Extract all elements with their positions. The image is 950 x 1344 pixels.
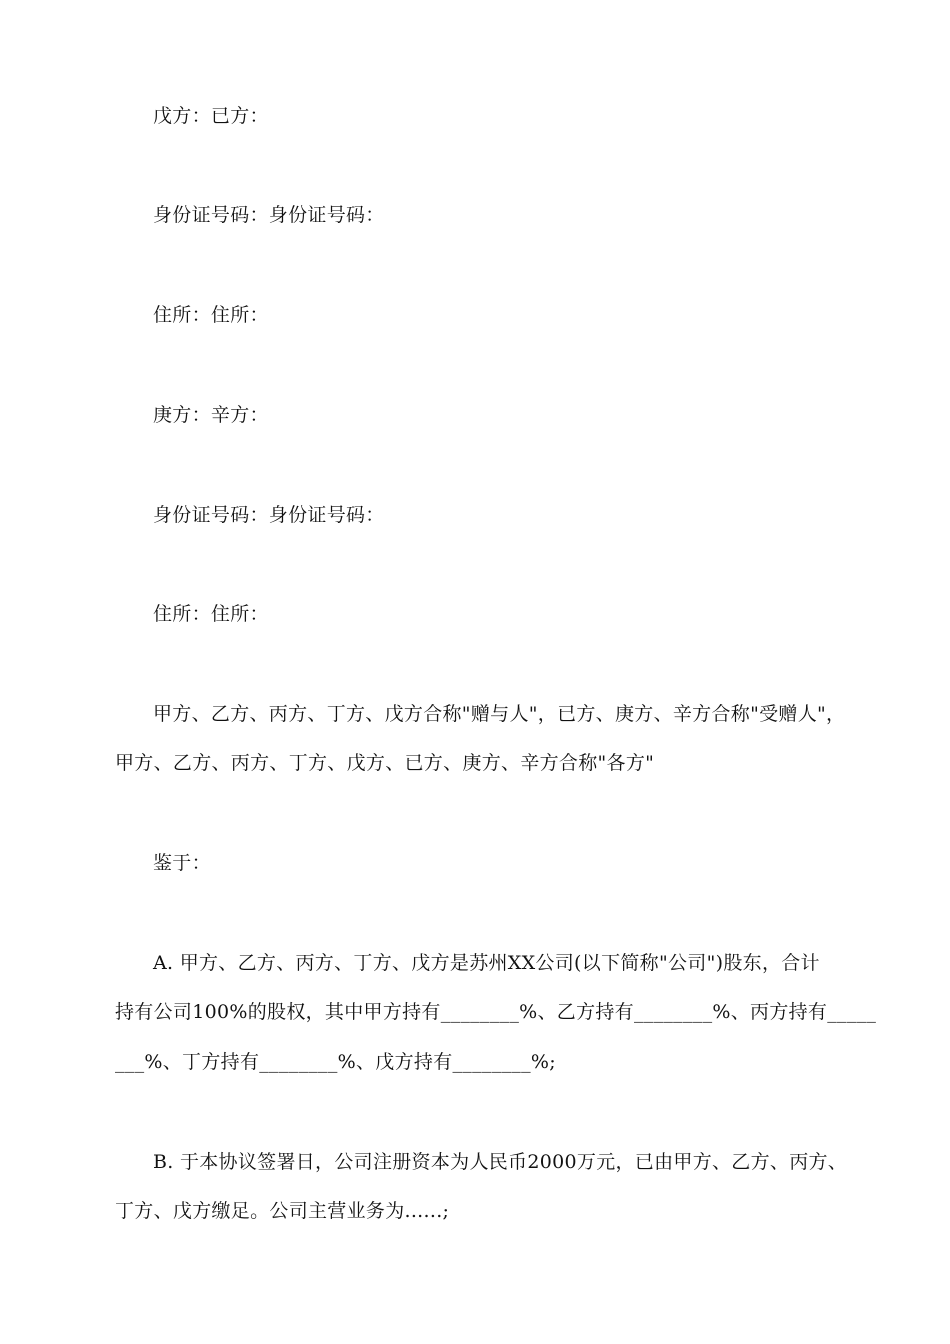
parties-geng-xin-line: 庚方：辛方： [153,404,269,426]
address-line-1: 住所：住所： [153,304,269,326]
address-line-2: 住所：住所： [153,603,269,625]
id-number-line-1: 身份证号码：身份证号码： [153,204,385,226]
collective-definition-line-2: 甲方、乙方、丙方、丁方、戊方、已方、庚方、辛方合称"各方" [115,752,655,774]
parties-wu-ji-line: 戊方：已方： [153,105,269,127]
clause-b-line-1: B. 于本协议签署日，公司注册资本为人民币2000万元，已由甲方、乙方、丙方、 [153,1151,848,1173]
clause-a-line-2: 持有公司100%的股权，其中甲方持有________%、乙方持有________%、丙方持有_____ [115,1001,877,1023]
whereas-heading: 鉴于： [153,852,211,874]
id-number-line-2: 身份证号码：身份证号码： [153,504,385,526]
collective-definition-line-1: 甲方、乙方、丙方、丁方、戊方合称"赠与人"，已方、庚方、辛方合称"受赠人"， [153,703,846,725]
clause-a-line-3: ___%、丁方持有________%、戊方持有________%; [115,1051,556,1073]
clause-a-line-1: A. 甲方、乙方、丙方、丁方、戊方是苏州XX公司(以下简称"公司")股东，合计 [153,952,820,974]
clause-b-line-2: 丁方、戊方缴足。公司主营业务为......; [115,1200,450,1222]
